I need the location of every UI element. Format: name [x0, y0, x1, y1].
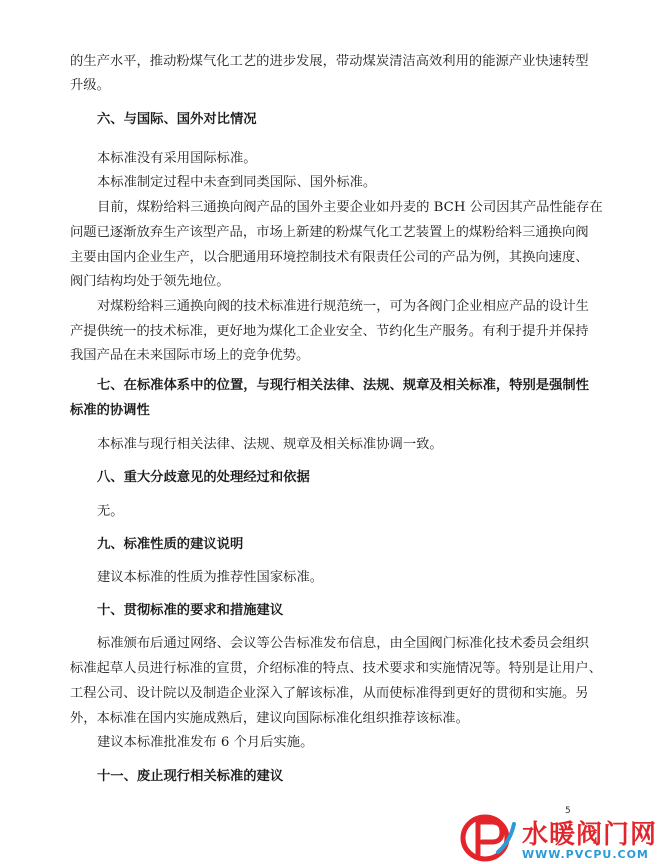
paragraph-line: 工程公司、设计院以及制造企业深入了解该标准，从而使标准得到更好的贯彻和实施。另	[70, 686, 589, 701]
paragraph-line: 的生产水平，推动粉煤气化工艺的进步发展，带动煤炭清洁高效利用的能源产业快速转型	[70, 54, 589, 69]
paragraph-line: 建议本标准的性质为推荐性国家标准。	[97, 570, 324, 585]
watermark-url: WWW.PVCPU.COM	[522, 848, 649, 861]
paragraph-line: 产提供统一的技术标准，更好地为煤化工企业安全、节约化生产服务。有利于提升并保持	[70, 324, 589, 339]
paragraph-line: 本标准没有采用国际标准。	[97, 151, 257, 166]
paragraph-line: 建议本标准批准发布 6 个月后实施。	[97, 735, 314, 750]
watermark-title: 水暖阀门网	[522, 820, 657, 850]
paragraph-line: 目前，煤粉给料三通换向阀产品的国外主要企业如丹麦的 BCH 公司因其产品性能存在	[97, 200, 603, 215]
paragraph-line: 阀门结构均处于领先地位。	[70, 274, 230, 289]
section-heading-8: 八、重大分歧意见的处理经过和依据	[97, 470, 310, 485]
section-heading-6: 六、与国际、国外对比情况	[97, 112, 257, 127]
site-watermark	[458, 812, 657, 864]
section-heading-7-cont: 标准的协调性	[70, 403, 150, 418]
section-heading-7: 七、在标准体系中的位置，与现行相关法律、法规、规章及相关标准，特别是强制性	[97, 378, 589, 393]
paragraph-line: 本标准制定过程中未查到同类国际、国外标准。	[97, 175, 377, 190]
page-number: 5	[565, 806, 571, 816]
paragraph-line: 标准颁布后通过网络、会议等公告标准发布信息，由全国阀门标准化技术委员会组织	[97, 636, 589, 651]
section-heading-9: 九、标准性质的建议说明	[97, 537, 244, 552]
paragraph-line: 问题已逐渐放弃生产该型产品，市场上新建的粉煤气化工艺装置上的煤粉给料三通换向阀	[70, 225, 589, 240]
paragraph-line: 主要由国内企业生产，以合肥通用环境控制技术有限责任公司的产品为例，其换向速度、	[70, 250, 589, 265]
paragraph-line: 本标准与现行相关法律、法规、规章及相关标准协调一致。	[97, 437, 443, 452]
paragraph-line: 外，本标准在国内实施成熟后，建议向国际标准化组织推荐该标准。	[70, 711, 469, 726]
paragraph-line: 标准起草人员进行标准的宣贯，介绍标准的特点、技术要求和实施情况等。特别是让用户、	[70, 661, 602, 676]
watermark-logo-icon	[458, 812, 516, 864]
section-heading-11: 十一、废止现行相关标准的建议	[97, 769, 284, 784]
section-heading-10: 十、贯彻标准的要求和措施建议	[97, 603, 284, 618]
paragraph-line: 无。	[97, 504, 124, 519]
paragraph-line: 升级。	[70, 78, 110, 93]
paragraph-line: 我国产品在未来国际市场上的竞争优势。	[70, 348, 310, 363]
paragraph-line: 对煤粉给料三通换向阀的技术标准进行规范统一，可为各阀门企业相应产品的设计生	[97, 299, 589, 314]
